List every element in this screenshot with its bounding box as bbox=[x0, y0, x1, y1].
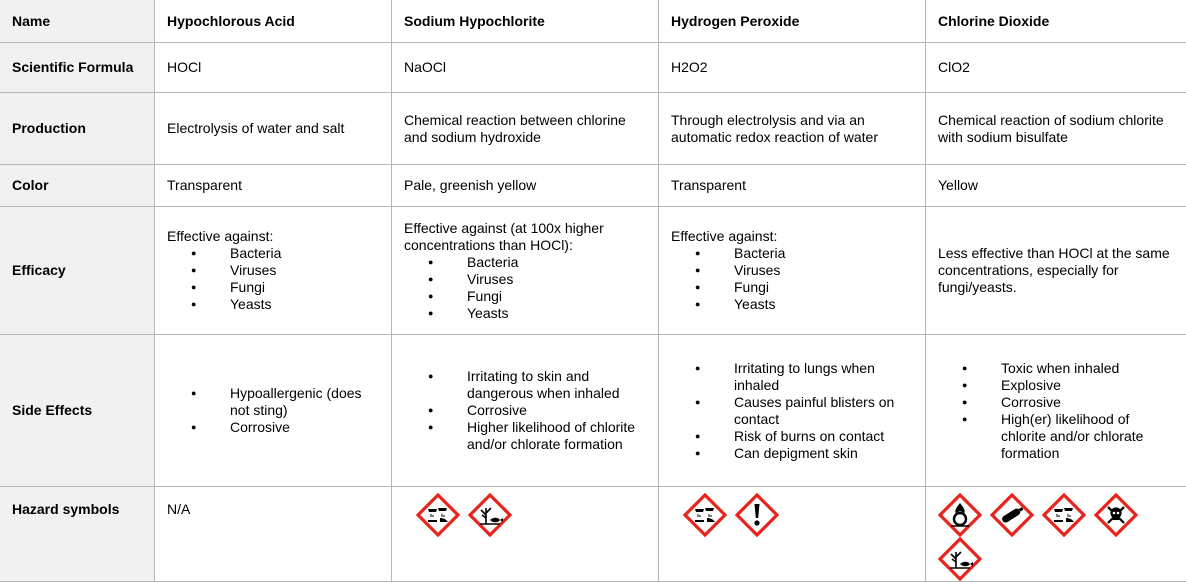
list-item: ● Viruses bbox=[167, 262, 379, 279]
efficacy-hocl bbox=[155, 207, 392, 335]
row-label-production: Production bbox=[0, 93, 155, 165]
list-item: ● Can depigment skin bbox=[671, 445, 913, 462]
color-naocl: Pale, greenish yellow bbox=[392, 165, 659, 207]
production-hocl: Electrolysis of water and salt bbox=[155, 93, 392, 165]
header-sodium-hypochlorite: Sodium Hypochlorite bbox=[392, 0, 659, 43]
side-effects-clo2 bbox=[926, 335, 1186, 487]
list-item: ● Bacteria bbox=[167, 245, 379, 262]
efficacy-hocl-intro: Effective against: bbox=[167, 228, 379, 245]
color-hocl: Transparent bbox=[155, 165, 392, 207]
list-item: ● Hypoallergenic (does not sting) bbox=[167, 385, 379, 419]
production-row bbox=[0, 93, 1186, 165]
list-item: ● Fungi bbox=[671, 279, 913, 296]
environment-hazard-icon bbox=[938, 537, 982, 581]
header-row bbox=[0, 0, 1186, 43]
production-h2o2: Through electrolysis and via an automatic redox reaction of water bbox=[659, 93, 926, 165]
side-effects-h2o2 bbox=[659, 335, 926, 487]
list-item: ● Higher likelihood of chlorite and/or chlorate formation bbox=[404, 419, 646, 453]
list-item: ● Causes painful blisters on contact bbox=[671, 394, 913, 428]
row-label-efficacy: Efficacy bbox=[0, 207, 155, 335]
hazard-clo2 bbox=[926, 487, 1186, 582]
oxidizer-hazard-icon bbox=[938, 493, 982, 537]
header-chlorine-dioxide: Chlorine Dioxide bbox=[926, 0, 1186, 43]
corrosive-hazard-icon bbox=[416, 493, 460, 537]
side-effects-naocl-list bbox=[404, 368, 646, 453]
color-h2o2: Transparent bbox=[659, 165, 926, 207]
header-name: Name bbox=[0, 0, 155, 43]
efficacy-clo2: Less effective than HOCl at the same concentrations, especially for fungi/yeasts. bbox=[926, 207, 1186, 335]
efficacy-naocl bbox=[392, 207, 659, 335]
side-effects-naocl bbox=[392, 335, 659, 487]
hazard-naocl bbox=[392, 487, 659, 582]
corrosive-hazard-icon bbox=[683, 493, 727, 537]
row-label-hazard: Hazard symbols bbox=[0, 487, 155, 582]
header-hydrogen-peroxide: Hydrogen Peroxide bbox=[659, 0, 926, 43]
list-item: ● Viruses bbox=[404, 271, 646, 288]
list-item: ● Bacteria bbox=[404, 254, 646, 271]
list-item: ● Risk of burns on contact bbox=[671, 428, 913, 445]
hazard-h2o2 bbox=[659, 487, 926, 582]
list-item: ● Irritating to skin and dangerous when inhaled bbox=[404, 368, 646, 402]
list-item: ● Yeasts bbox=[404, 305, 646, 322]
row-label-formula: Scientific Formula bbox=[0, 43, 155, 93]
color-clo2: Yellow bbox=[926, 165, 1186, 207]
list-item: ● Irritating to lungs when inhaled bbox=[671, 360, 913, 394]
row-label-color: Color bbox=[0, 165, 155, 207]
list-item: ● Corrosive bbox=[167, 419, 379, 436]
list-item: ● Yeasts bbox=[167, 296, 379, 313]
side-effects-row bbox=[0, 335, 1186, 487]
production-naocl: Chemical reaction between chlorine and sodium hydroxide bbox=[392, 93, 659, 165]
list-item: ● Corrosive bbox=[404, 402, 646, 419]
formula-naocl: NaOCl bbox=[392, 43, 659, 93]
efficacy-h2o2-list bbox=[671, 245, 913, 313]
header-hypochlorous-acid: Hypochlorous Acid bbox=[155, 0, 392, 43]
exclamation-hazard-icon bbox=[735, 493, 779, 537]
environment-hazard-icon bbox=[468, 493, 512, 537]
list-item: ● Yeasts bbox=[671, 296, 913, 313]
row-label-side-effects: Side Effects bbox=[0, 335, 155, 487]
formula-h2o2: H2O2 bbox=[659, 43, 926, 93]
color-row bbox=[0, 165, 1186, 207]
formula-row bbox=[0, 43, 1186, 93]
efficacy-naocl-intro: Effective against (at 100x higher concentrations than HOCl): bbox=[404, 220, 646, 254]
hazard-hocl: N/A bbox=[155, 487, 392, 582]
hazard-row bbox=[0, 487, 1186, 582]
formula-clo2: ClO2 bbox=[926, 43, 1186, 93]
list-item: ● Bacteria bbox=[671, 245, 913, 262]
side-effects-clo2-list bbox=[938, 360, 1175, 462]
list-item: ● Fungi bbox=[404, 288, 646, 305]
list-item: ● Corrosive bbox=[938, 394, 1175, 411]
list-item: ● Explosive bbox=[938, 377, 1175, 394]
list-item: ● Fungi bbox=[167, 279, 379, 296]
side-effects-hocl bbox=[155, 335, 392, 487]
efficacy-h2o2 bbox=[659, 207, 926, 335]
side-effects-hocl-list bbox=[167, 385, 379, 436]
production-clo2: Chemical reaction of sodium chlorite with sodium bisulfate bbox=[926, 93, 1186, 165]
efficacy-h2o2-intro: Effective against: bbox=[671, 228, 913, 245]
efficacy-hocl-list bbox=[167, 245, 379, 313]
efficacy-row bbox=[0, 207, 1186, 335]
formula-hocl: HOCl bbox=[155, 43, 392, 93]
gas-cylinder-hazard-icon bbox=[990, 493, 1034, 537]
efficacy-naocl-list bbox=[404, 254, 646, 322]
corrosive-hazard-icon bbox=[1042, 493, 1086, 537]
list-item: ● High(er) likelihood of chlorite and/or chlorate formation bbox=[938, 411, 1175, 462]
list-item: ● Viruses bbox=[671, 262, 913, 279]
side-effects-h2o2-list bbox=[671, 360, 913, 462]
skull-hazard-icon bbox=[1094, 493, 1138, 537]
list-item: ● Toxic when inhaled bbox=[938, 360, 1175, 377]
